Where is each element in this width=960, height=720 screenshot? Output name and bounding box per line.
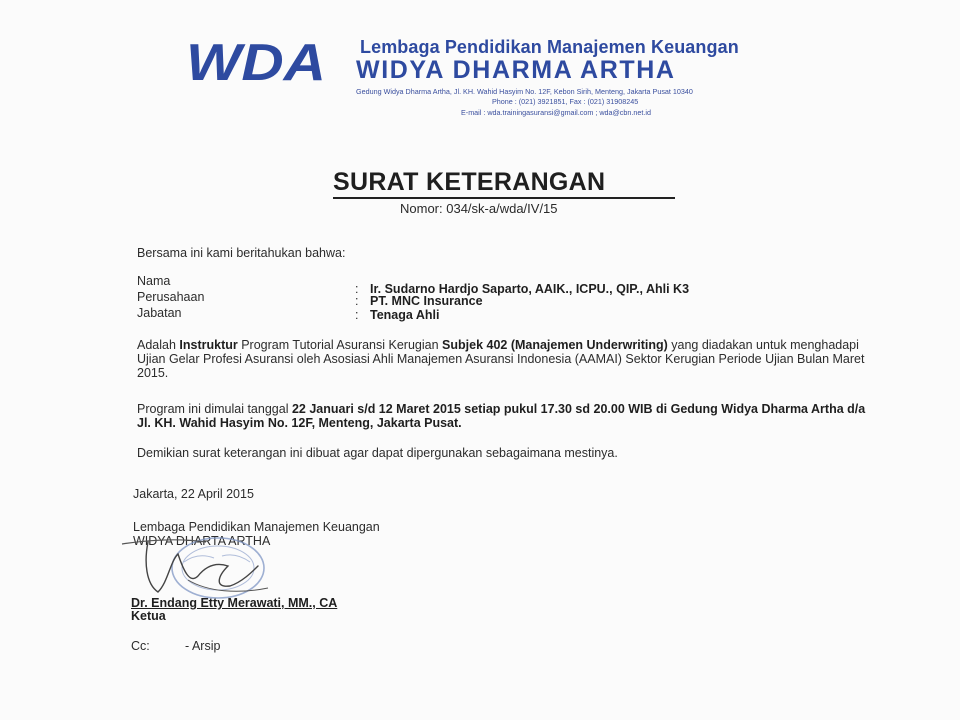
paragraph-text: Program Tutorial Asuransi Kerugian xyxy=(237,338,443,352)
document-number: Nomor: 034/sk-a/wda/IV/15 xyxy=(400,201,558,216)
field-colon: : xyxy=(355,282,359,296)
field-value-perusahaan: PT. MNC Insurance xyxy=(370,294,483,308)
paragraph-instructor xyxy=(137,338,867,380)
paragraph-bold-schedule: 22 Januari s/d 12 Maret 2015 setiap pukul 17.30 sd 20.00 WIB di Gedung Widya Dharma Artha d/a Jl. KH. Wahid Hasyim No. 12F, Menteng, Jakarta Pusat. xyxy=(137,402,866,430)
signer-name: Dr. Endang Etty Merawati, MM., CA xyxy=(131,596,338,610)
field-colon: : xyxy=(355,294,359,308)
letterhead-phone: Phone : (021) 3921851, Fax : (021) 31908245 xyxy=(492,97,639,106)
wda-logo xyxy=(186,34,328,84)
logo-text: WDA xyxy=(186,34,326,84)
signer-title: Ketua xyxy=(131,609,166,623)
field-colon: : xyxy=(355,308,359,322)
field-value-nama: Ir. Sudarno Hardjo Saparto, AAIK., ICPU., QIP., Ahli K3 xyxy=(370,282,690,296)
letterhead-address: Gedung Widya Dharma Artha, Jl. KH. Wahid Hasyim No. 12F, Kebon Sirih, Menteng, Jakarta Pusat 10340 xyxy=(356,87,693,96)
letterhead-institution: Lembaga Pendidikan Manajemen Keuangan xyxy=(360,37,739,57)
paragraph-text: Adalah xyxy=(137,338,180,352)
signature-organization: WIDYA DHARTA ARTHA xyxy=(133,534,271,548)
paragraph-schedule xyxy=(137,402,867,430)
cc-label: Cc: xyxy=(131,639,150,653)
paragraph-bold-role: Instruktur xyxy=(179,338,238,352)
letterhead-organization: WIDYA DHARMA ARTHA xyxy=(356,56,676,84)
paragraph-bold-subject: Subjek 402 (Manajemen Underwriting) xyxy=(442,338,668,352)
cc-value: - Arsip xyxy=(185,639,221,653)
field-label-perusahaan: Perusahaan xyxy=(137,290,205,304)
field-label-jabatan: Jabatan xyxy=(137,306,182,320)
field-value-jabatan: Tenaga Ahli xyxy=(370,308,440,322)
closing-text: Demikian surat keterangan ini dibuat agar dapat dipergunakan sebagaimana mestinya. xyxy=(137,446,618,460)
intro-text: Bersama ini kami beritahukan bahwa: xyxy=(137,246,346,260)
field-label-nama: Nama xyxy=(137,274,171,288)
document-title: SURAT KETERANGAN xyxy=(333,168,606,196)
paragraph-text: yang diadakan untuk menghadapi Ujian Gelar Profesi Asuransi oleh Asosiasi Ahli Manajemen Asuransi Indonesia (AAMAI) Sektor Kerugian Periode Ujian Bulan Maret 2015. xyxy=(137,338,865,380)
stamp-signature-icon xyxy=(118,532,278,602)
letterhead-email: E-mail : wda.trainingasuransi@gmail.com ; wda@cbn.net.id xyxy=(461,108,651,117)
signature-institution: Lembaga Pendidikan Manajemen Keuangan xyxy=(133,520,380,534)
place-date: Jakarta, 22 April 2015 xyxy=(133,487,254,501)
title-underline xyxy=(333,197,675,199)
paragraph-text: Program ini dimulai tanggal xyxy=(137,402,292,416)
